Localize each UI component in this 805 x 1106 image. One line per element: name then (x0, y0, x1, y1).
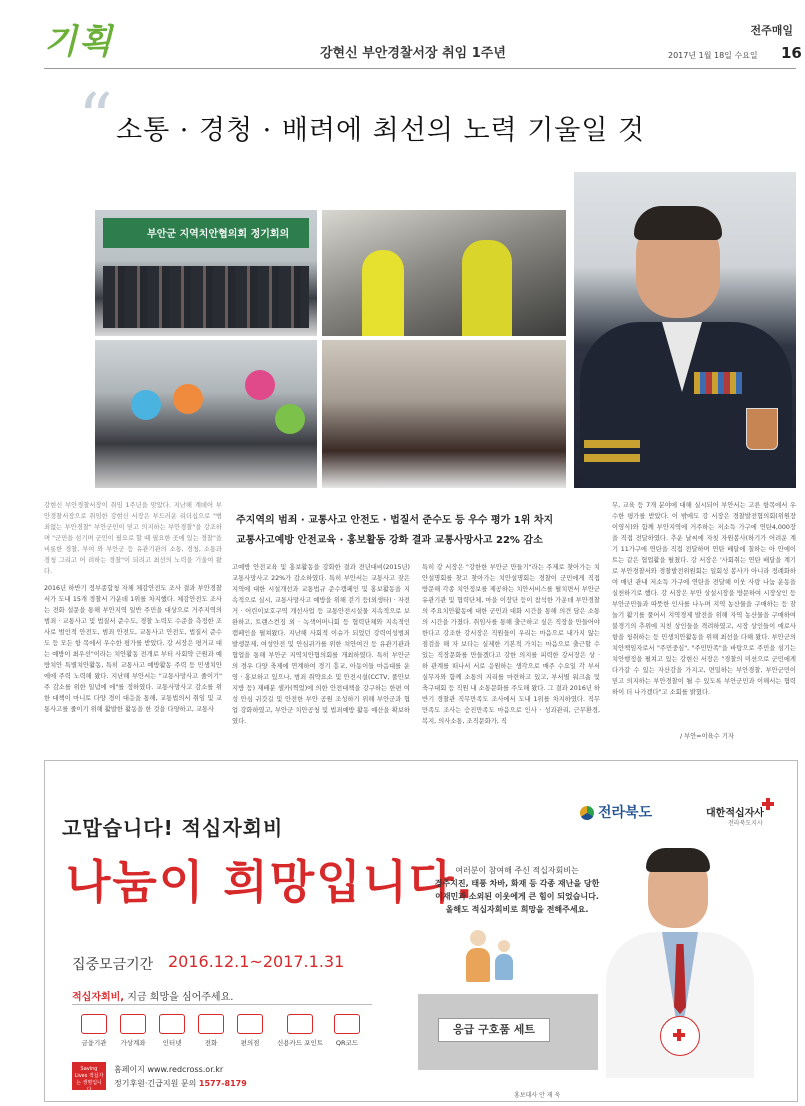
banner-text: 부안군 지역치안협의회 정기회의 (147, 229, 290, 240)
campaign-sign (245, 370, 275, 400)
credit-card-icon (287, 1014, 313, 1034)
ambassador-caption: 홍보대사 안 재 욱 (514, 1092, 561, 1099)
photo-council-meeting (95, 210, 317, 336)
homepage-url: www.redcross.or.kr (147, 1065, 224, 1074)
header-divider (44, 68, 796, 69)
logo-text: Saving Lives 적십자는 생명입니다 (74, 1066, 104, 1093)
ad-message-line: 여러분이 참여해 주신 적십자회비는 (455, 866, 579, 875)
article-column-3: 특히 강 서장은 "강한한 부안군 만들기"라는 주제로 찾아가는 치안설명회를 찾고 찾아가는 치안설명회는 경찰이 군민에게 직접 방문해 각종 치안정보를 제공하는 치안서비스를 펼치면서 부안군 유관기관 및 협력단체, 마을 이장단 등이 참석한 가운데 부안경찰의 주요치안활동에 대한 군민과 대화 시간을 통해 의견 담은 소통의 시간을 가졌다. 취임사를 통해 출근하고 싶은 직장을 만들어야 한다고 강조한 강서장은 직원들이 우리는 마음으로 내가지 않는 점검을 해 자 보다는 실제한 기본적 가치는 마음으로 출근할 수 있는 직장문화를 만들겠다고 강한 의지를 피력한 강서장은 상 · 하 관계를 떠나서 서로 응원하는 생각으로 매주 수요일 각 부서 실무자와 함께 소통의 지리를 마련하고 있고, 부서별 워크숍 및 축구대회 등 직원 내 소통문화를 주도해 왔다. 그 결과 2016년 하반기 경찰관 직무만족도 조사에서 도내 1위를 차지하였다. 직무만족도 조사는 승진만족도 마음으로 인사 · 성과관리, 근무환경, 복지, 의사소통, 조직문화가, 직 (422, 564, 600, 725)
phone-icon (198, 1014, 224, 1034)
page-header-title: 강현신 부안경찰서장 취임 1주년 (320, 46, 506, 61)
red-cross-badge-icon (660, 1016, 700, 1056)
pay-method-label: 금융기관 (81, 1039, 107, 1047)
quote-mark-icon: “ (78, 80, 113, 159)
red-cross-icon (673, 1029, 687, 1043)
pay-method-label: 인터넷 (162, 1039, 182, 1047)
jeonbuk-logo-icon (580, 806, 594, 820)
illustration-figure (495, 954, 513, 980)
pay-method-label: 가상계좌 (120, 1039, 146, 1047)
qr-code-icon (334, 1014, 360, 1034)
pay-method-label: QR코드 (335, 1039, 359, 1047)
illustration-figure (466, 948, 490, 982)
ad-period-label: 집중모금기간 (72, 957, 154, 973)
photo-campaign-event (95, 340, 317, 488)
subheadline-1: 주지역의 범죄 · 교통사고 안전도 · 법질서 준수도 등 우수 평가 1위 차지 (236, 515, 554, 526)
relief-box-label: 응급 구호품 세트 (438, 1018, 550, 1042)
ad-message-line: 경주지진, 태풍 차바, 화재 등 각종 재난을 당한 (434, 879, 600, 888)
ad-message-line: 올해도 적십자회비로 희망을 전해주세요. (445, 905, 589, 914)
tea-cup (746, 408, 778, 450)
section-label: 기획 (44, 22, 114, 62)
ad-homepage (114, 1064, 223, 1075)
redcross-branch: 전라북도지사 (728, 820, 763, 827)
virtual-account-icon (120, 1014, 146, 1034)
contact-label: 정기후원·긴급지원 문의 (114, 1079, 197, 1088)
article-column-1 (44, 500, 222, 715)
red-cross-logo (72, 1062, 106, 1093)
sleeve-stripe (584, 440, 640, 448)
newspaper-name: 전주매일 (750, 24, 793, 37)
bank-icon (81, 1014, 107, 1034)
pay-method-label: 편의점 (240, 1039, 260, 1047)
contact-number: 1577-8179 (198, 1079, 247, 1088)
ad-divider (72, 1004, 372, 1005)
redcross-org-name: 대한적십자사 (706, 808, 764, 819)
subheadline-2: 교통사고예방 안전교육 · 홍보활동 강화 결과 교통사망사고 22% 감소 (236, 535, 543, 546)
group-of-officials (103, 266, 309, 328)
convenience-store-icon (237, 1014, 263, 1034)
photo-meeting-with-students (322, 340, 566, 488)
pay-method-label: 신용카드 포인트 (276, 1039, 324, 1047)
hair (646, 848, 710, 872)
volunteer-raincoat (362, 250, 404, 336)
sleeve-stripe (584, 454, 640, 462)
meeting-banner (103, 218, 309, 248)
article-paragraph: 2016년 하반기 정부종합청 자체 체감안전도 조사 결과 부안경찰서가 도내 15개 경찰서 가운데 1위를 차지했다. 체감안전도 조사는 전화 설문을 통해 부안지역 일반 주민을 대상으로 거주지역의 범죄 · 교통사고 및 법질서 준수도, 경찰 노력도 수준을 측정한 조사로 범인적 안전도, 범죄 안전도, 교통사고 안전도, 법질서 준수도 등 모든 항 목에서 우수한 평가를 받았다. 강 서장은 평거교 대는 예방이 최우선"이라는 치안활동 전개로 부터 사회약 근원과 예방치안 특별치안활동, 특히 교통사고 예방활동 주력 등 민생치안에에 주력 노력해 왔다. 지난해 부안서는 "교통사망사고 줄이기" 주 감소를 위한 일념에 에"를 정하였다. 교통사망사고 감소를 위한 대책이 마니토 다양 경이 대응을 통해, 교통법의서 취임 및 교통사고를 줄이기 위해 활발한 활동을 한 것을 다양하고, 교통사 (44, 585, 222, 713)
campaign-sign (275, 404, 305, 434)
family-illustration (440, 920, 540, 990)
photo-police-chief-portrait (574, 172, 796, 488)
illustration-figure (470, 930, 486, 946)
page-number: 16 (781, 44, 802, 62)
jeonbuk-logo-text: 전라북도 (598, 805, 653, 821)
ad-thanks-text: 고맙습니다! 적십자회비 (62, 816, 284, 840)
pay-method-label: 전화 (204, 1039, 218, 1047)
illustration-figure (498, 940, 510, 952)
hair (634, 206, 722, 240)
article-column-2: 고예방 안전교육 및 홍보활동을 강화한 결과 전년대비(2015년) 교통사망사고 22%가 감소하였다. 특히 부안서는 교통사고 잦은 지역에 대한 시설개선과 교통법규 준수캠페인 및 홍보활동을 지속적으로 실시, 교통사망사고 예방을 위해 걷기 등(외생타) · 자전거 · 어린이보호구역 개선사업 등 교통안전시설물 지속적으로 보완하고, 트랜스컨징 외 · 녹색어머니회 등 협력단체와 지속적인 캠페인을 펼쳐왔다. 지난해 사회적 이슈가 되었던 강력여성범죄 발생문제, 여성안전 및 안심귀가를 위한 치안여건 등 유관기관과 협업을 통해 부안군 지역치안협의회를 개최하였다. 특히 부안군의 경우 다양 축제에 연계하여 경기 흥교, 아동이들 마음대를 운영 · 홍보하고 있으나, 범죄 취약요소 및 안전시설(CCTV, 풀안보지방 등) 재배분 셀카(찍었)에 의한 안전대책을 강구하는 한편 여성 안심 귀갓길 및 안전한 부안 공원 조성하기 위해 부안군과 협업 강화하였고, 부안군 치안공청 및 법죄예방 활동 예산을 확보하였다. (232, 564, 410, 725)
red-cross-icon (762, 798, 774, 810)
homepage-label: 홈페이지 (114, 1065, 145, 1074)
issue-date: 2017년 1월 18일 수요일 (668, 51, 758, 60)
ad-hope-headline: 나눔이 희망입니다. (66, 855, 475, 909)
photo-coal-briquette-delivery (322, 210, 566, 336)
ad-slogan-text: 지금 희망을 심어주세요. (124, 992, 234, 1003)
byline: / 부안=이육수 기자 (680, 733, 734, 740)
ad-contact (114, 1078, 247, 1089)
ad-message (424, 864, 610, 916)
campaign-sign (131, 390, 161, 420)
campaign-sign (173, 384, 203, 414)
internet-icon (159, 1014, 185, 1034)
article-column-4: 무, 교육 등 7개 분야에 대해 실시되어 부안서는 고른 항목에서 우수한 평가를 받았다. 이 밖에도 강 서장은 경찰발전협의회(위원장 이영식)와 함께 부안지역에 거주하는 저소득 가구에 연탄4,000장을 직접 전달하였다. 추운 날씨에 자칫 자원봉사(하기가 어려운 계기 11가구에 연탄을 직접 전달하며 연탄 배달에 칠하는 아 안에이트는 같은 협업활을 펼쳤다. 강 서장은 '사회취는 연탄 배달을 계기로 부안경찰서와 경찰발전위원회는 일회성 봉사가 아니라 정례화하여 매년 관내 저소득 가구에 연탄을 전달해 이웃 사랑 나눔 운동을 실천하기로 했다. 강 서장은 부안 상설시장을 방문하여 시장상인 등 부안군민들과 따뜻한 인사를 나누며 지역 농산물을 구매하는 등 잠놀기 활기를 풀어서 지역경제 발전을 위해 자역 농산물을 구매하여 불경기의 추위에 지친 상인들을 격려하였고, 시장 상인들이 애로사항을 청취하는 등 민생치안활동을 위해 최선을 다해 왔다. 부안군의 치안책임자로서 "주민중심", "주민만족"을 바탕으로 주민을 섬기는 치안행정을 펼쳐고 있는 강현신 서장은 "경찰의 미션으로 군민에게 다가갈 수 있는 자산감을 가지고, 면밀하는 부안경찰, 부안군민이 믿고 의지하는 부안경찰이 될 수 있도록 부안군민과 이해서는 협력하이 더 나가겠다"고 소회를 밝혔다. (612, 502, 796, 696)
ad-slogan-highlight: 적십자회비, (72, 992, 125, 1003)
headline: 소통 · 경청 · 배려에 최선의 노력 기울일 것 (116, 115, 646, 146)
ad-slogan (72, 988, 233, 1003)
article-intro: 강현신 부안경찰서장이 취임 1주년을 맞았다. 지난해 계데어 부안경찰서장으로 취임한 강현신 서장은 부드러운 리더십으로 "범죄없는 부안경찰" 부안군민이 믿고 의지하는 부안경찰"을 강조하며 "군민을 섬기며 군민이 필요로 할 때 필요한 곳에 있는 경찰"을 비롯한 경찰, 부여 와 부안군 등 유관기관의 소통, 경청, 소통과 경청 그리고 어 려하는 경찰"이 되려고 최선의 노력을 기울여 왔다. (44, 502, 222, 575)
medal-ribbons (694, 372, 742, 394)
ad-message-line: 이재민과 소외된 이웃에게 큰 힘이 되었습니다. (435, 892, 599, 901)
ad-period: 2016.12.1~2017.1.31 (168, 952, 345, 971)
volunteer-raincoat (462, 240, 512, 336)
